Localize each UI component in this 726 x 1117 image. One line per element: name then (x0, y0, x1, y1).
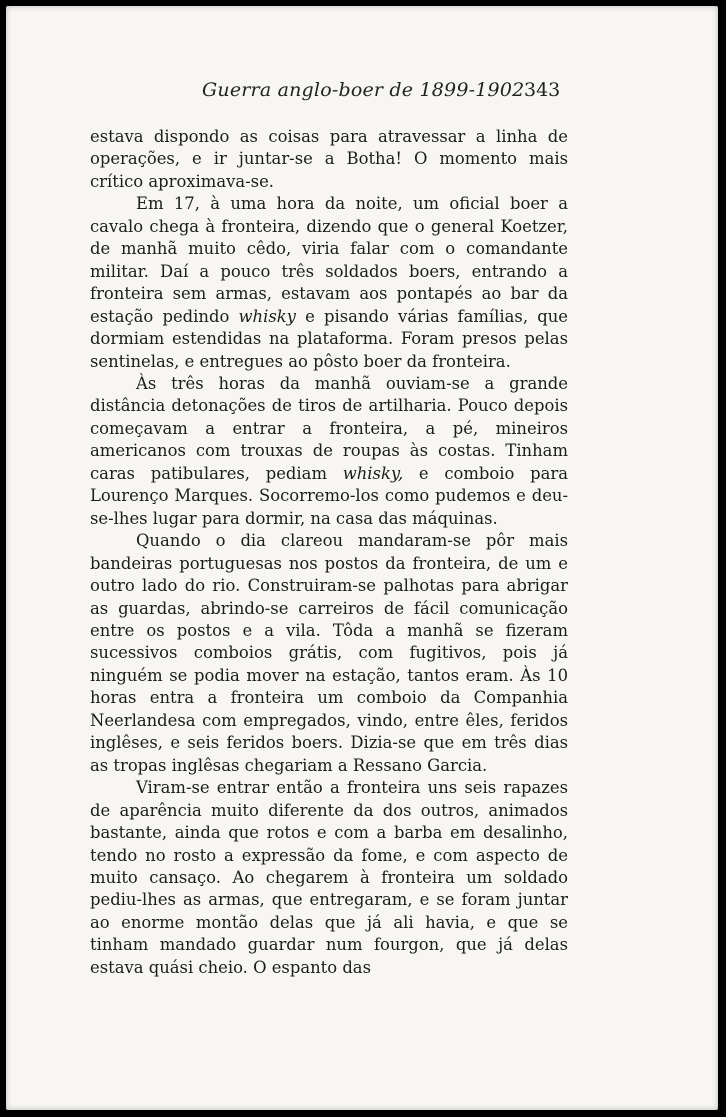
paragraph-4: Quando o dia clareou mandaram-se pôr mais bandeiras portuguesas nos postos da fronteira, de um e outro lado do rio. Construiram-se palhotas para abrigar as guardas, abrindo-se carreiros de fácil comunicação entre os postos e a vila. Tôda a manhã se fizeram sucessivos comboios grátis, com fugitivos, pois já ninguém se podia mover na estação, tantos eram. Às 10 horas entra a fronteira um comboio da Companhia Neerlandesa com empregados, vindo, entre êles, feridos inglêses, e seis feridos boers. Dizia-se que em três dias as tropas inglêsas chegariam a Ressano Garcia. (90, 531, 568, 775)
book-page (6, 6, 718, 1110)
paragraph-3-part-1: Às três horas da manhã ouviam-se a grande distância detonações de tiros de artilharia. Pouco depois começavam a entrar a fronteira, a pé, mineiros americanos com trouxas de roupas às costas. Tinham caras patibulares, pediam (90, 373, 568, 483)
paragraph-1: estava dispondo as coisas para atravessar a linha de operações, e ir juntar-se a Botha! O momento mais crítico aproximava-se. (90, 127, 568, 191)
paragraph-3-part-2: e comboio para Lourenço Marques. Socorremo-los como pudemos e deu-se-lhes lugar para dormir, na casa das máquinas. (90, 463, 569, 528)
running-title: Guerra anglo-boer de 1899-1902 (202, 79, 525, 101)
running-header (6, 77, 718, 105)
paragraph-2-italic-word: whisky (238, 306, 296, 326)
paragraph-3-italic-word: whisky, (342, 463, 404, 483)
page-number: 343 (524, 79, 561, 101)
body-text (90, 126, 568, 979)
paragraph-3 (90, 373, 568, 530)
paragraph-2 (90, 193, 568, 373)
paragraph-2-part-1: Em 17, à uma hora da noite, um oficial boer a cavalo chega à fronteira, dizendo que o general Koetzer, de manhã muito cêdo, viria falar com o comandante militar. Daí a pouco três soldados boers, entrando a fronteira sem armas, estavam aos pontapés ao bar da estação pedindo (90, 194, 568, 326)
paragraph-5: Viram-se entrar então a fronteira uns seis rapazes de aparência muito diferente da dos outros, animados bastante, ainda que rotos e com a barba em desalinho, tendo no rosto a expressão da fome, e com aspecto de muito cansaço. Ao chegarem à fronteira um soldado pediu-lhes as armas, que entregaram, e se foram juntar ao enorme montão delas que já ali havia, e que se tinham mandado guardar num fourgon, que já delas estava quási cheio. O espanto das (90, 778, 568, 977)
paragraph-2-part-2: e pisando várias famílias, que dormiam estendidas na plataforma. Foram presos pelas sentinelas, e entregues ao pôsto boer da fronteira. (90, 306, 568, 371)
